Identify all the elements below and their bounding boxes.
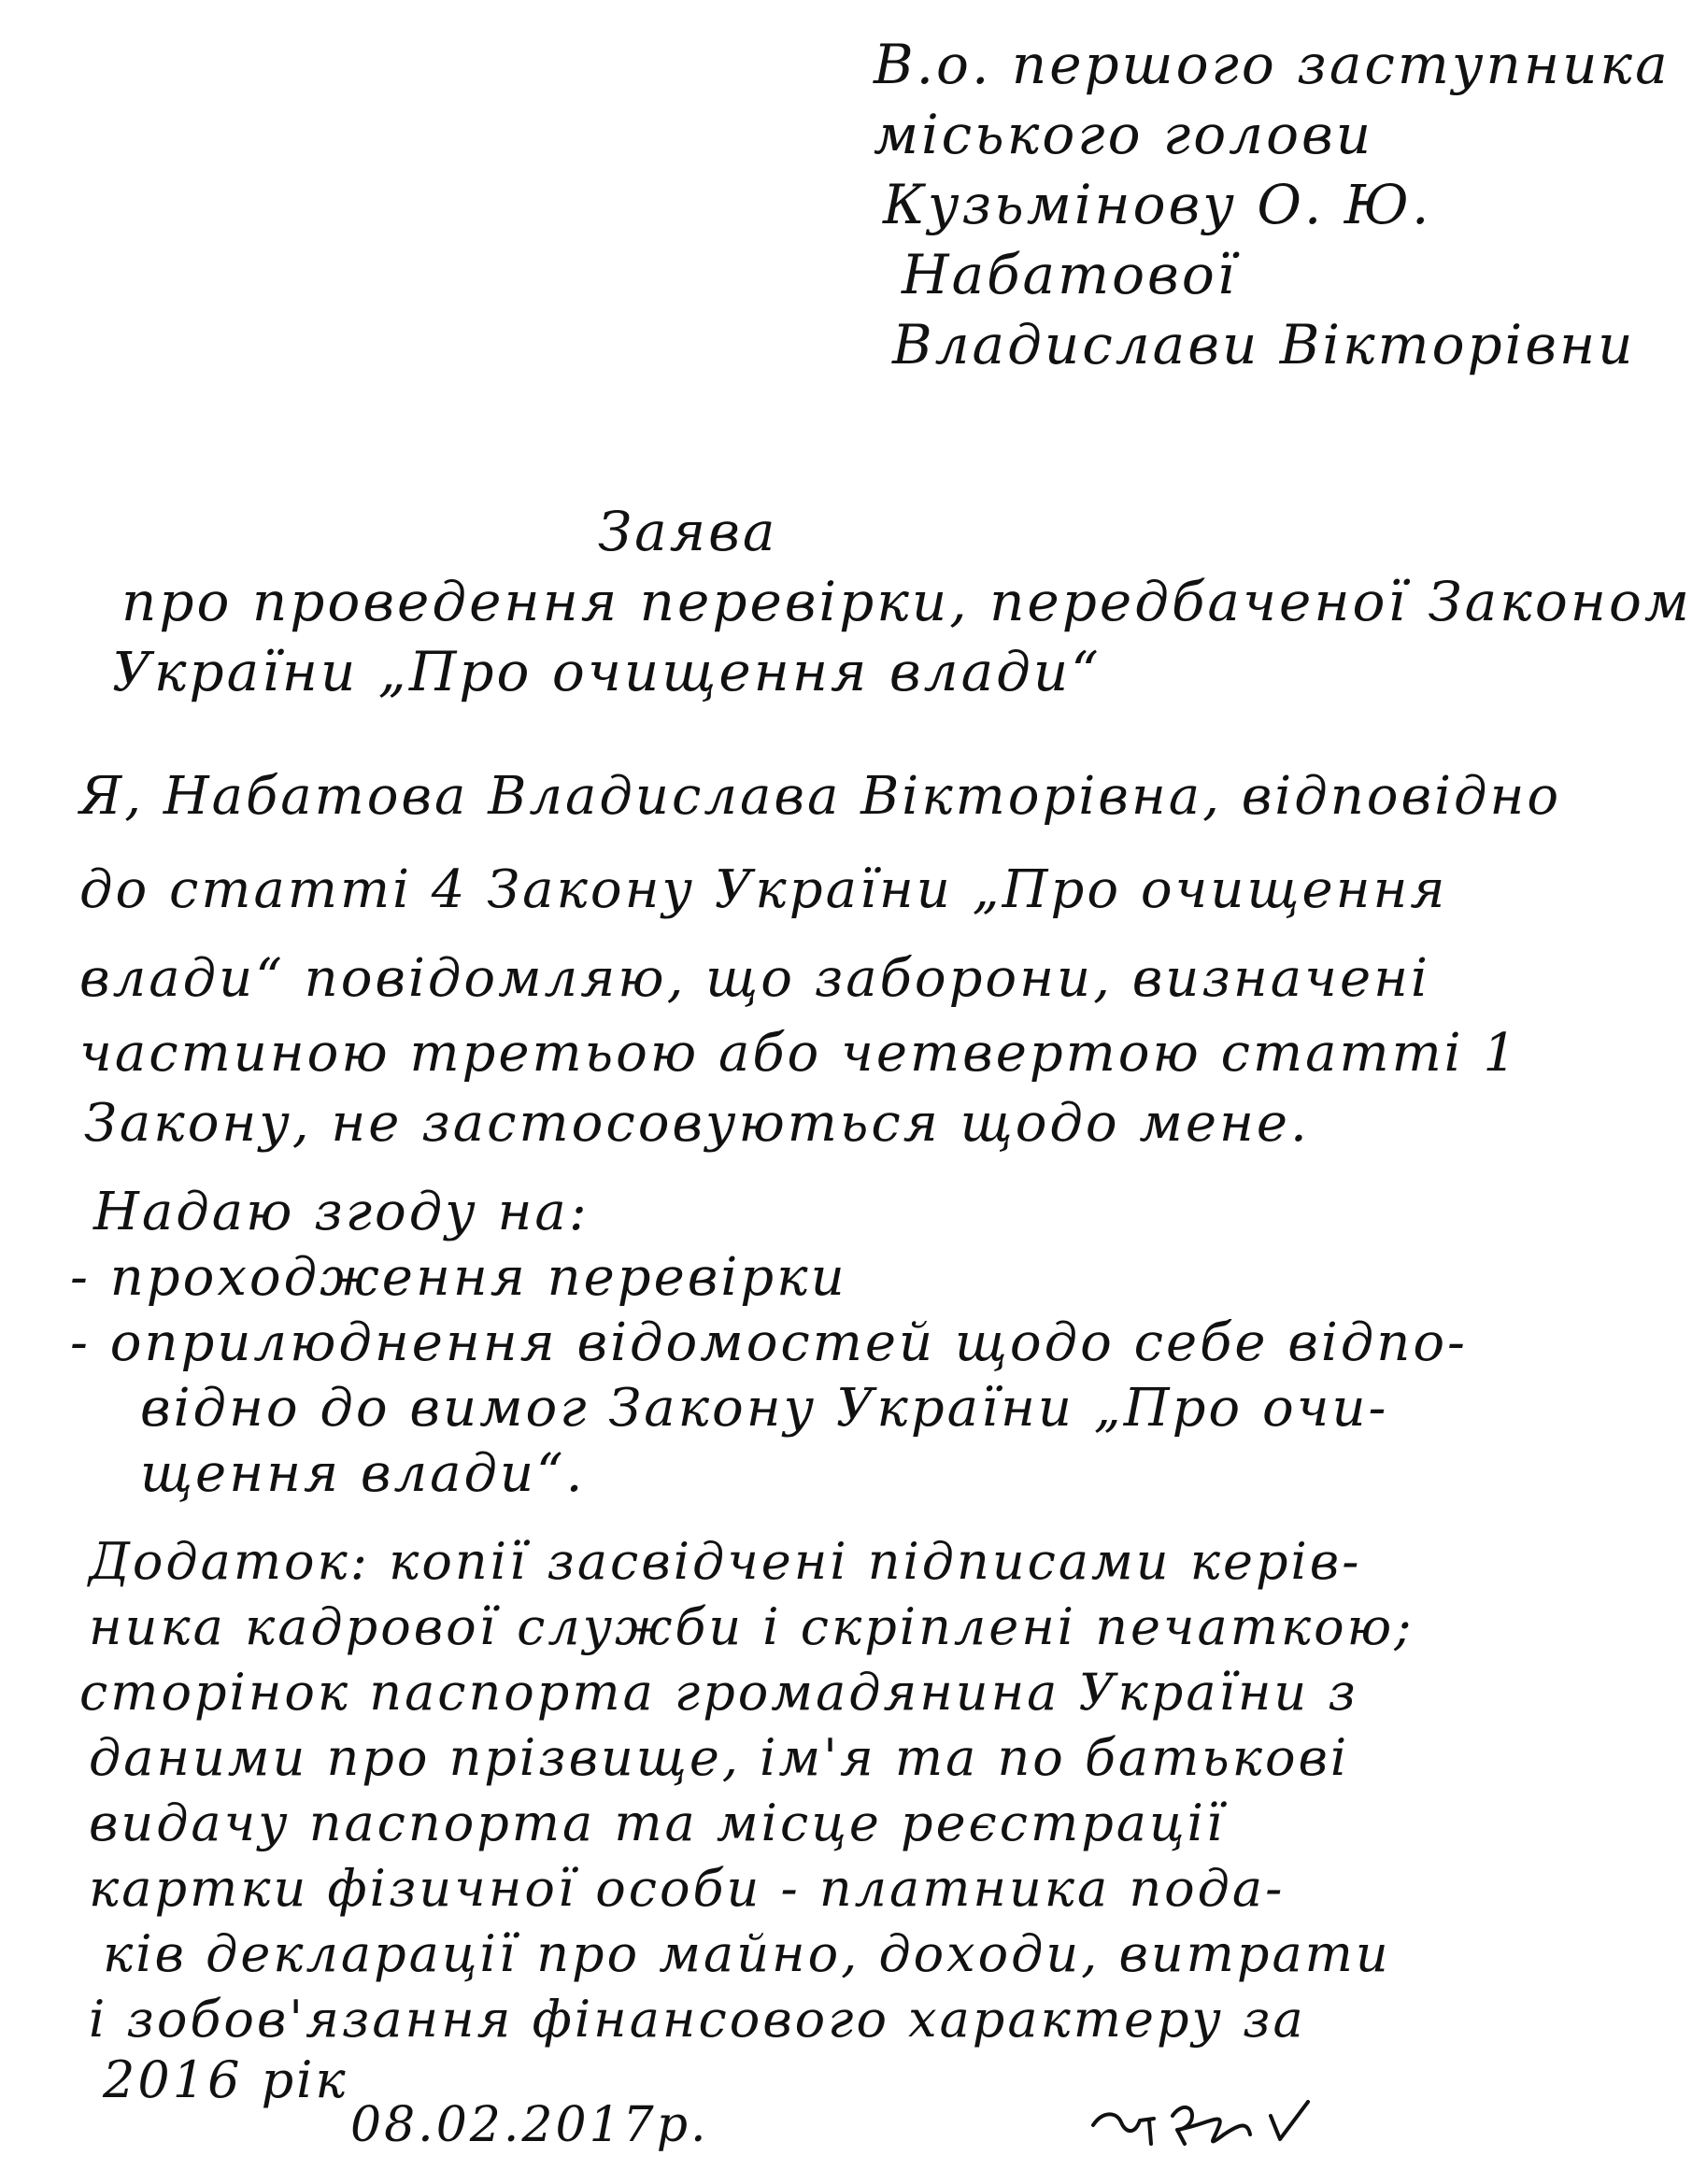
- attachment-line-2: ника кадрової служби і скріплені печаткою;: [89, 1597, 1415, 1656]
- attachment-line-1: Додаток: копії засвідчені підписами керів-: [89, 1532, 1362, 1591]
- addressee-line-5: Владислави Вікторівни: [892, 313, 1636, 376]
- attachment-line-5: видачу паспорта та місце реєстрації: [89, 1794, 1226, 1852]
- consent-item-1: - проходження перевірки: [70, 1247, 847, 1308]
- attachment-line-8: і зобов'язання фінансового характеру за: [89, 1990, 1306, 2049]
- body-line-2: до статті 4 Закону України „Про очищення: [79, 859, 1448, 920]
- body-line-1: Я, Набатова Владислава Вікторівна, відповідно: [79, 766, 1562, 827]
- consent-item-2-line-3: щення влади“.: [140, 1443, 586, 1504]
- body-line-4: частиною третьою або четвертою статті 1: [79, 1023, 1520, 1084]
- addressee-line-2: міського голови: [874, 103, 1374, 166]
- attachment-line-3: сторінок паспорта громадянина України з: [79, 1663, 1358, 1722]
- attachment-line-7: ків декларації про майно, доходи, витрати: [103, 1924, 1391, 1983]
- consent-item-2-line-2: відно до вимог Закону України „Про очи-: [140, 1378, 1389, 1439]
- signature-scribble: [1084, 2083, 1364, 2158]
- document-date: 08.02.2017р.: [350, 2097, 709, 2153]
- body-line-5: Закону, не застосовуються щодо мене.: [84, 1093, 1310, 1154]
- addressee-line-1: В.о. першого заступника: [874, 33, 1671, 96]
- attachment-line-6: картки фізичної особи - платника пода-: [89, 1859, 1286, 1918]
- addressee-line-3: Кузьмінову О. Ю.: [883, 173, 1432, 236]
- signature: [1084, 2083, 1364, 2158]
- attachment-line-9: 2016 рік: [103, 2050, 348, 2109]
- body-line-3: влади“ повідомляю, що заборони, визначені: [79, 948, 1430, 1009]
- addressee-line-4: Набатової: [902, 243, 1238, 306]
- attachment-line-4: даними про прізвище, ім'я та по батькові: [89, 1728, 1350, 1787]
- document-subtitle-line-1: про проведення перевірки, передбаченої Законом: [121, 570, 1692, 633]
- document-title: Заява: [598, 500, 778, 563]
- consent-intro: Надаю згоду на:: [93, 1182, 590, 1242]
- consent-item-2-line-1: - оприлюднення відомостей щодо себе відпо-: [70, 1312, 1468, 1373]
- document-subtitle-line-2: України „Про очищення влади“: [112, 640, 1102, 703]
